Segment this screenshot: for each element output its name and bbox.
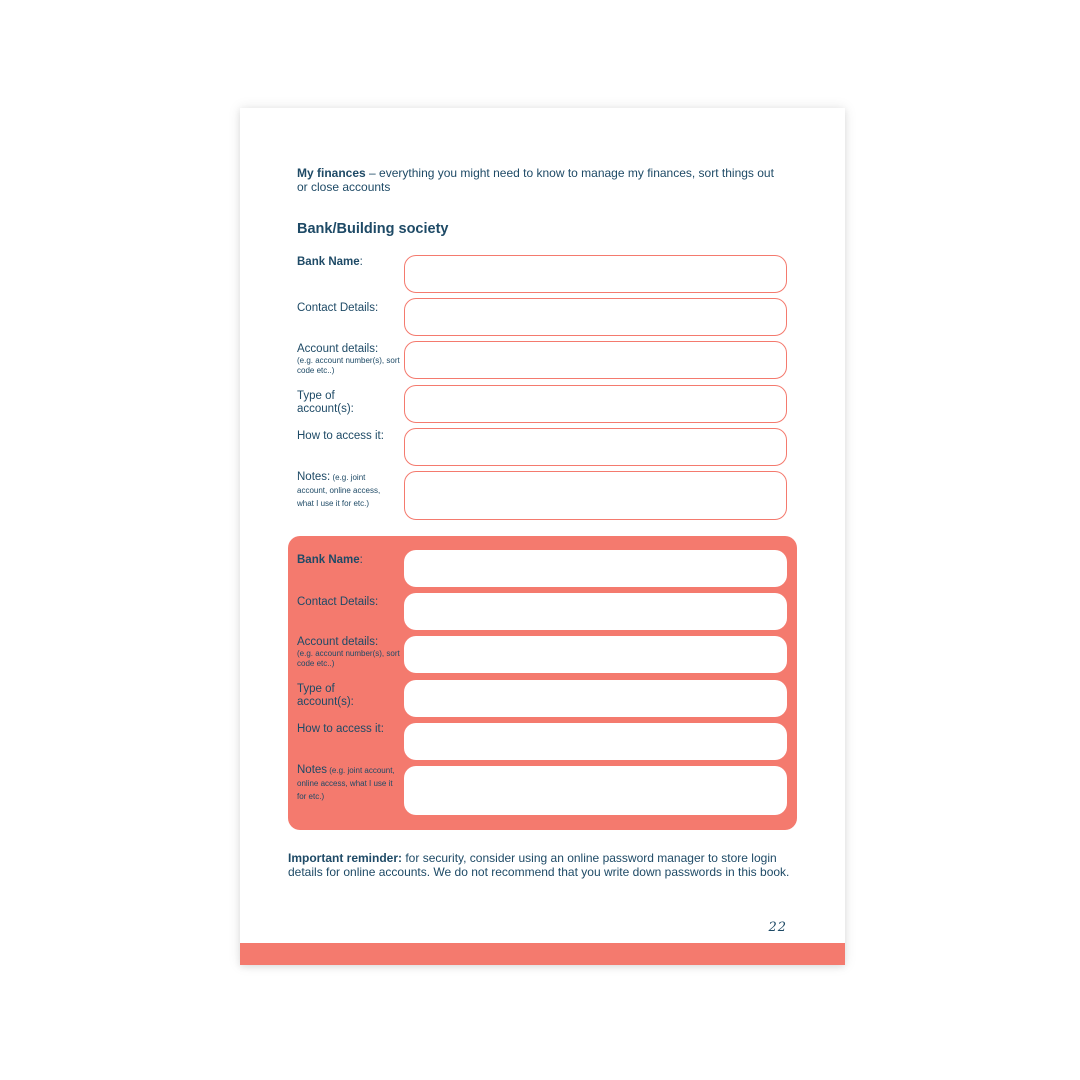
reminder-heading: Important reminder:	[288, 851, 403, 865]
form1-notes-label	[297, 471, 395, 510]
form2-bank-name-text: Bank Name	[297, 554, 360, 566]
form1-type-label: Type of account(s):	[297, 390, 354, 415]
form1-account-label	[297, 343, 400, 376]
form1-account-hint: (e.g. account number(s), sort code etc..)	[297, 356, 400, 375]
form1-bank-name-text: Bank Name	[297, 256, 360, 268]
document-page	[240, 108, 845, 965]
form1-account-field[interactable]	[404, 341, 787, 379]
form1-type-field[interactable]	[404, 385, 787, 423]
section-title: Bank/Building society	[297, 221, 449, 237]
form2-notes-label-text: Notes	[297, 764, 328, 776]
form2-type-label: Type of account(s):	[297, 683, 354, 708]
form2-account-field[interactable]	[404, 636, 787, 673]
important-reminder	[288, 852, 798, 879]
form2-notes-label	[297, 764, 395, 803]
form1-account-label-text: Account details:	[297, 343, 379, 355]
form2-notes-field[interactable]	[404, 766, 787, 815]
form1-access-label: How to access it:	[297, 430, 384, 442]
form2-access-label: How to access it:	[297, 723, 384, 735]
intro-heading: My finances	[297, 166, 366, 180]
form1-contact-label: Contact Details:	[297, 302, 379, 314]
intro-description: – everything you might need to know to manage my finances, sort things out or close accounts	[297, 166, 774, 194]
form1-notes-field[interactable]	[404, 471, 787, 520]
page-number: 22	[768, 920, 787, 935]
form1-notes-label-text: Notes:	[297, 471, 331, 483]
form1-bank-name-field[interactable]	[404, 255, 787, 293]
footer-bar	[240, 943, 845, 965]
form1-access-field[interactable]	[404, 428, 787, 466]
form2-account-label	[297, 636, 400, 669]
form1-notes-hint: (e.g. joint account, online access, what I use it for etc.)	[297, 473, 381, 508]
form2-bank-name-field[interactable]	[404, 550, 787, 587]
reminder-text: for security, consider using an online password manager to store login details for online accounts. We do not recommend that you write down passwords in this book.	[288, 851, 790, 879]
form2-access-field[interactable]	[404, 723, 787, 760]
form1-contact-field[interactable]	[404, 298, 787, 336]
form2-contact-label: Contact Details:	[297, 596, 379, 608]
form2-notes-hint: (e.g. joint account, online access, what I use it for etc.)	[297, 766, 395, 801]
form2-type-field[interactable]	[404, 680, 787, 717]
form2-account-hint: (e.g. account number(s), sort code etc..)	[297, 649, 400, 668]
intro-text	[297, 166, 777, 194]
form2-bank-name-label: Bank Name:	[297, 554, 363, 566]
form1-bank-name-label: Bank Name:	[297, 256, 363, 268]
form2-contact-field[interactable]	[404, 593, 787, 630]
form2-account-label-text: Account details:	[297, 636, 379, 648]
